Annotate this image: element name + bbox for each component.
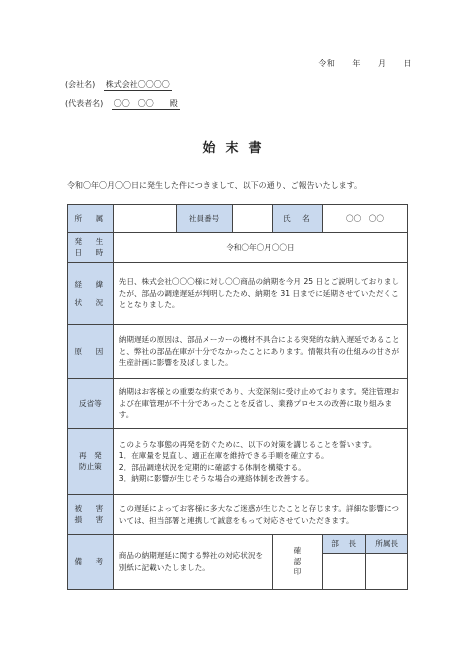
cause-text: 納期遅延の原因は、部品メーカーの機材不具合による突発的な納入遅延であることと、弊社の部品在庫が十分でなかったことにあります。情報共有の仕組みの甘さが生産計画に影響を及ぼしました。: [113, 325, 407, 379]
company-line: [65, 79, 172, 90]
representative-name: 〇〇 〇〇 殿: [113, 99, 178, 108]
remarks-text: 商品の納期遅延に関する弊社の対応状況を別紙に記載いたしました。: [113, 535, 272, 590]
confirmation-stamp-label: 確 認 印: [272, 535, 322, 590]
company-label: (会社名): [65, 80, 96, 89]
employee-number-label: 社員番号: [176, 205, 232, 233]
date-month: 月: [377, 59, 387, 68]
representative-line: [65, 98, 180, 109]
employee-number-value: [232, 205, 272, 233]
damage-label: 被 害 損 害: [68, 495, 114, 535]
manager-stamp-box: [323, 553, 366, 589]
document-date: [304, 58, 412, 69]
manager-label: 部 長: [323, 535, 366, 554]
affiliation-value: [113, 205, 176, 233]
damage-text: この遅延によってお客様に多大なご迷惑が生じたことと存じます。詳細な影響については、担当部署と連携して誠意をもって対応させていただきます。: [113, 495, 407, 535]
details-text: 先日、株式会社〇〇〇様に対し〇〇商品の納期を今月 25 日とご説明しておりましたが、部品の調達遅延が判明したため、納期を 31 日までに延期させていただくこととなりました。: [113, 263, 407, 325]
reflection-label: 反省等: [68, 379, 114, 429]
remarks-label: 備 考: [68, 535, 114, 590]
prevention-text: このような事態の再発を防ぐために、以下の対策を講じることを誓います。 1．在庫量を見直し、適正在庫を維持できる手順を確立する。 2．部品調達状況を定期的に確認する体制を構築する。 3．納期に影響が生じそうな場合の連絡体制を改善する。: [113, 429, 407, 495]
name-value: 〇〇 〇〇: [323, 205, 408, 233]
cause-label: 原 因: [68, 325, 114, 379]
reflection-text: 納期はお客様との重要な約束であり、大変深刻に受け止めております。発注管理および在庫管理が不十分であったことを反省し、業務プロセスの改善に取り組みます。: [113, 379, 407, 429]
intro-text: 令和〇年〇月〇〇日に発生した件につきまして、以下の通り、ご報告いたします。: [67, 181, 363, 190]
director-label: 所属長: [366, 535, 408, 554]
occurrence-label: 発 生 日 時: [68, 233, 114, 263]
report-table: [67, 204, 408, 590]
affiliation-label: 所 属: [68, 205, 114, 233]
details-label: 経 緯 状 況: [68, 263, 114, 325]
date-day: 日: [403, 59, 412, 68]
director-stamp-box: [366, 553, 408, 589]
prevention-label: 再 発 防止策: [68, 429, 114, 495]
date-year: 年: [352, 59, 361, 68]
occurrence-date: 令和〇年〇月〇〇日: [113, 233, 407, 263]
company-name: 株式会社〇〇〇〇: [105, 80, 170, 89]
date-era: 令和: [318, 59, 336, 68]
representative-label: (代表者名): [65, 99, 104, 108]
document-title: 始末書: [202, 141, 272, 156]
name-label: 氏 名: [272, 205, 322, 233]
